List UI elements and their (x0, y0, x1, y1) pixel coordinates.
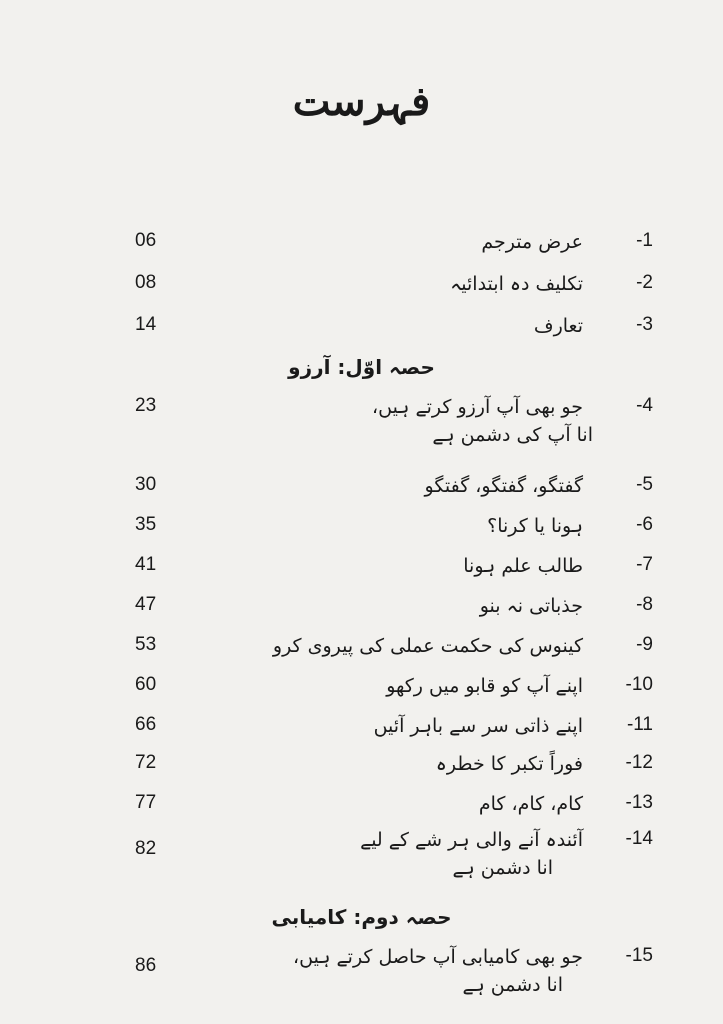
entry-title-line1: جو بھی آپ آرزو کرتے ہیں، (371, 396, 583, 418)
entry-page: 23 (135, 395, 157, 416)
section-heading: حصہ اوّل: آرزو (288, 355, 435, 379)
entry-number: -1 (636, 230, 653, 251)
entry-number: -9 (636, 634, 653, 655)
entry-title: تعارف (533, 315, 583, 337)
entry-title: جذباتی نہ بنو (479, 595, 583, 617)
toc-entry (0, 945, 723, 1011)
entry-number: -6 (636, 514, 653, 535)
toc-entry (0, 674, 723, 714)
toc-entry (0, 514, 723, 554)
entry-number: -12 (625, 752, 653, 773)
entry-number: -11 (626, 714, 653, 735)
entry-page: 30 (135, 474, 157, 495)
toc-entry (0, 554, 723, 594)
section-heading: حصہ دوم: کامیابی (271, 905, 452, 929)
entry-title-line2: انا آپ کی دشمن ہے (432, 424, 593, 446)
entry-title: گفتگو، گفتگو، گفتگو (424, 475, 583, 497)
entry-title-line2: انا دشمن ہے (452, 857, 553, 879)
entry-page: 53 (135, 634, 157, 655)
toc-entry (0, 314, 723, 354)
entry-title-line1: آئندہ آنے والی ہر شے کے لیے (360, 829, 583, 851)
entry-page: 14 (135, 314, 157, 335)
entry-page: 41 (135, 554, 157, 575)
toc-entry (0, 272, 723, 312)
entry-number: -7 (636, 554, 653, 575)
entry-number: -13 (625, 792, 653, 813)
entry-number: -3 (636, 314, 653, 335)
entry-title: تکلیف دہ ابتدائیہ (450, 273, 583, 295)
toc-entry (0, 395, 723, 461)
entry-title: طالب علم ہونا (463, 555, 583, 577)
toc-entry (0, 752, 723, 792)
entry-title (253, 395, 593, 447)
entry-page: 47 (135, 594, 157, 615)
entry-title (253, 945, 583, 997)
entry-page: 72 (135, 752, 157, 773)
page-title: فہرست (292, 78, 431, 125)
entry-title (253, 828, 583, 880)
entry-number: -4 (636, 395, 653, 416)
entry-page: 08 (135, 272, 157, 293)
toc-entry (0, 792, 723, 832)
entry-title: اپنے آپ کو قابو میں رکھو (386, 675, 583, 697)
entry-number: -5 (636, 474, 653, 495)
toc-entry (0, 594, 723, 634)
entry-number: -10 (625, 674, 653, 695)
entry-page: 06 (135, 230, 157, 251)
entry-title: کینوس کی حکمت عملی کی پیروی کرو (272, 635, 583, 657)
entry-title: فوراً تکبر کا خطرہ (435, 753, 583, 775)
entry-page: 35 (135, 514, 157, 535)
entry-title: کام، کام، کام (478, 793, 583, 815)
entry-title-line1: جو بھی کامیابی آپ حاصل کرتے ہیں، (293, 946, 583, 968)
entry-page: 86 (135, 955, 157, 976)
entry-number: -2 (636, 272, 653, 293)
toc-entry (0, 474, 723, 514)
entry-number: -8 (636, 594, 653, 615)
entry-page: 82 (135, 838, 157, 859)
toc-entry (0, 828, 723, 894)
entry-page: 60 (135, 674, 157, 695)
toc-entry (0, 714, 723, 754)
toc-entry (0, 634, 723, 674)
entry-title: ہونا یا کرنا؟ (487, 515, 583, 537)
entry-title-line2: انا دشمن ہے (462, 974, 563, 996)
toc-entry (0, 230, 723, 270)
entry-number: -15 (625, 945, 653, 966)
entry-number: -14 (625, 828, 653, 849)
entry-title: اپنے ذاتی سر سے باہر آئیں (373, 715, 583, 737)
entry-page: 77 (135, 792, 157, 813)
entry-page: 66 (135, 714, 157, 735)
entry-title: عرض مترجم (481, 231, 583, 253)
